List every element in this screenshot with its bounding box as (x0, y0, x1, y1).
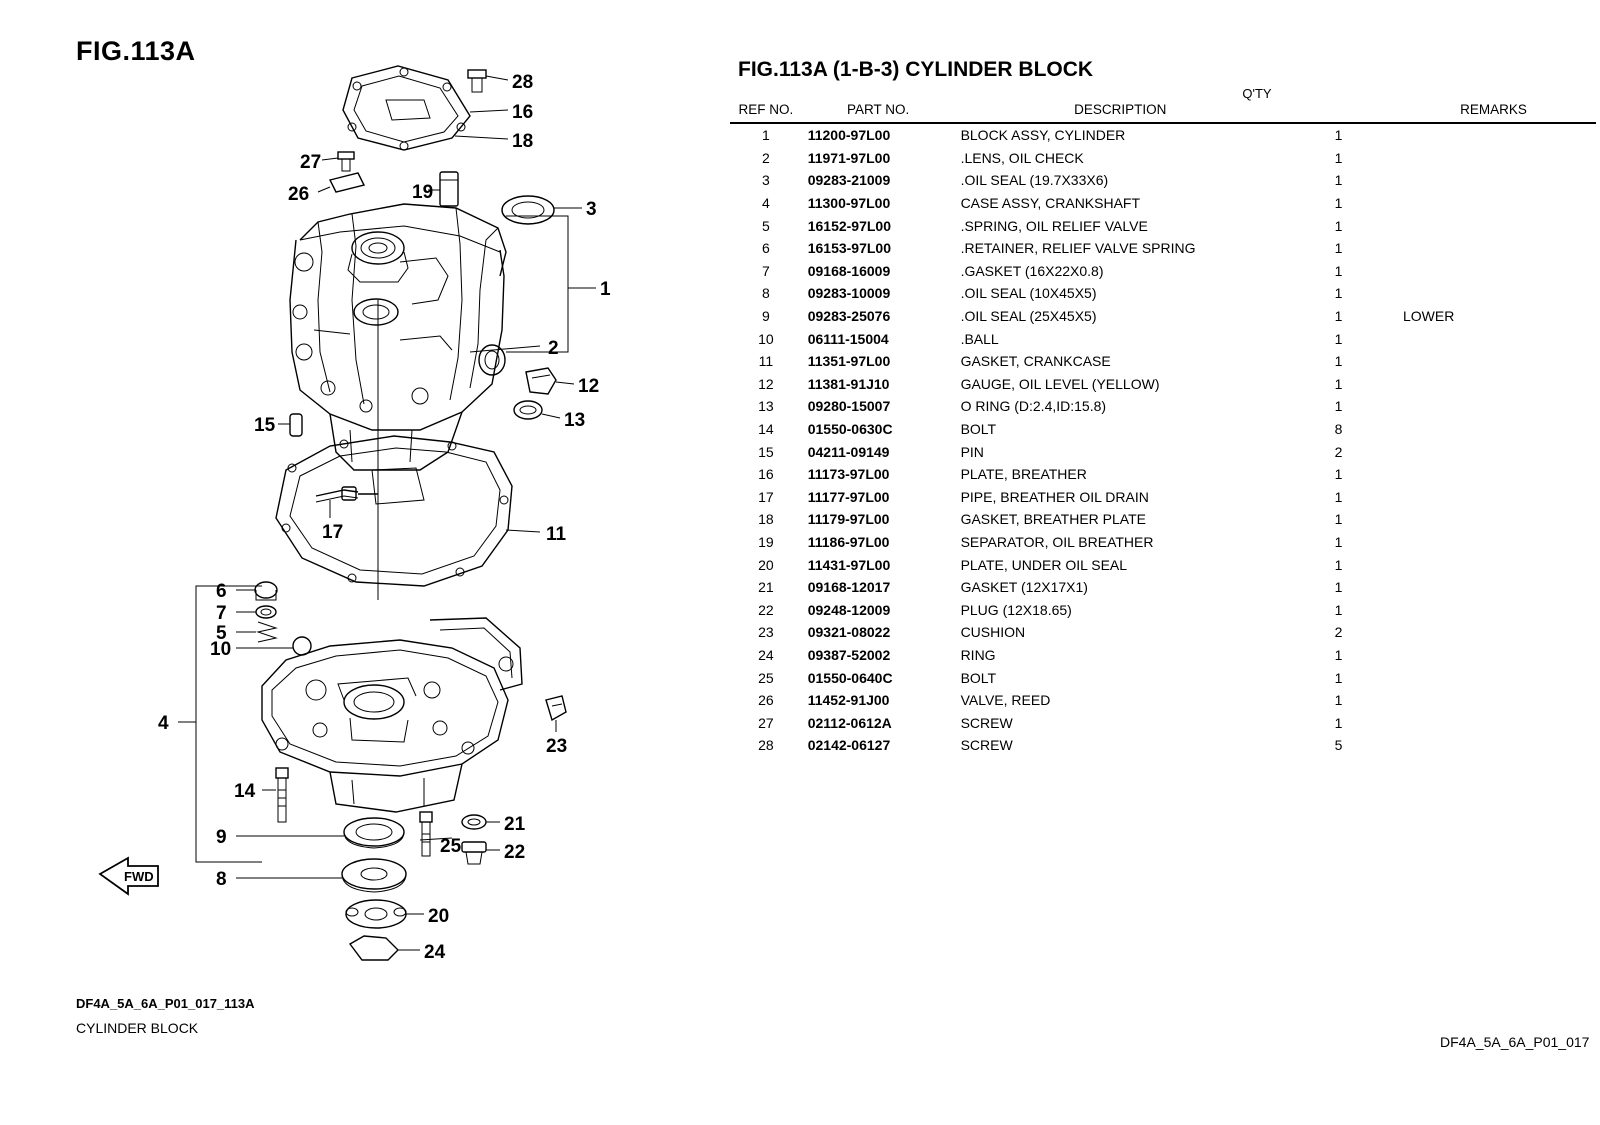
callout-27: 27 (300, 152, 322, 173)
cell-qty: 1 (1334, 398, 1343, 415)
cell-remarks (1391, 689, 1596, 712)
callout-17: 17 (322, 522, 344, 543)
cell-qty: 1 (1334, 262, 1343, 279)
cell-description: .BALL (960, 330, 999, 347)
cell-remarks (1391, 598, 1596, 621)
cell-description: .RETAINER, RELIEF VALVE SPRING (960, 240, 1196, 257)
cell-remarks (1391, 350, 1596, 373)
cell-qty: 1 (1334, 172, 1343, 189)
cell-remarks (1391, 734, 1596, 757)
cell-remarks (1391, 486, 1596, 509)
part-oil-seal-3 (502, 196, 554, 224)
cell-qty: 1 (1334, 714, 1343, 731)
part-plug-22 (462, 842, 486, 864)
part-reed-valve-26 (330, 173, 364, 192)
cell-part-no: 11431-97L00 (807, 556, 891, 573)
callout-24: 24 (424, 942, 446, 963)
cell-part-no: 02112-0612A (807, 714, 892, 731)
callout-3: 3 (586, 199, 597, 220)
cell-description: .GASKET (16X22X0.8) (960, 262, 1104, 279)
table-row (730, 282, 1596, 305)
cell-ref-no: 23 (758, 624, 774, 641)
cell-ref-no: 18 (758, 511, 774, 528)
cell-ref-no: 7 (761, 262, 770, 279)
cell-ref-no: 16 (758, 466, 774, 483)
cell-ref-no: 11 (758, 353, 774, 370)
table-row (730, 666, 1596, 689)
cell-description: .LENS, OIL CHECK (960, 149, 1084, 166)
cell-description: SCREW (960, 737, 1013, 754)
callout-23: 23 (546, 736, 568, 757)
table-row (730, 644, 1596, 667)
cell-remarks (1391, 282, 1596, 305)
cell-qty: 1 (1334, 149, 1343, 166)
figure-title: FIG.113A (76, 36, 196, 66)
cell-description: BOLT (960, 669, 997, 686)
callout-1: 1 (600, 279, 611, 300)
cell-qty: 1 (1334, 533, 1343, 550)
cell-remarks (1391, 553, 1596, 576)
cell-ref-no: 1 (761, 127, 770, 144)
cell-part-no: 04211-09149 (807, 443, 890, 460)
callout-20: 20 (428, 906, 450, 927)
cell-qty: 1 (1334, 308, 1343, 325)
cell-part-no: 09321-08022 (807, 624, 891, 641)
cell-part-no: 11173-97L00 (807, 466, 890, 483)
cell-qty: 5 (1334, 737, 1343, 754)
cell-remarks (1391, 214, 1596, 237)
callout-14: 14 (234, 781, 256, 802)
cell-remarks (1391, 123, 1596, 147)
cell-part-no: 11381-91J10 (807, 375, 890, 392)
cell-ref-no: 17 (758, 488, 774, 505)
cell-part-no: 11179-97L00 (807, 511, 890, 528)
cell-part-no: 11971-97L00 (807, 149, 891, 166)
cell-part-no: 09248-12009 (807, 601, 891, 618)
part-pin-15 (290, 414, 302, 436)
table-row (730, 305, 1596, 328)
cell-ref-no: 21 (758, 579, 774, 596)
table-row (730, 689, 1596, 712)
table-row (730, 621, 1596, 644)
cell-part-no: 11452-91J00 (807, 692, 890, 709)
cell-remarks (1391, 237, 1596, 260)
page-footer-code: DF4A_5A_6A_P01_017 (1440, 1034, 1590, 1050)
table-row (730, 576, 1596, 599)
callout-21: 21 (504, 814, 526, 835)
table-title: FIG.113A (1-B-3) CYLINDER BLOCK (738, 58, 1094, 81)
table-row (730, 734, 1596, 757)
cell-qty: 1 (1334, 330, 1343, 347)
callout-15: 15 (254, 415, 276, 436)
header-part-no: PART NO. (847, 102, 910, 117)
cell-ref-no: 25 (758, 669, 774, 686)
callout-8: 8 (216, 869, 227, 890)
cell-remarks (1391, 192, 1596, 215)
callout-4: 4 (158, 713, 169, 734)
callout-19: 19 (412, 182, 434, 203)
table-row (730, 192, 1596, 215)
part-bolt-14 (276, 768, 288, 822)
cell-ref-no: 22 (758, 601, 774, 618)
table-row (730, 237, 1596, 260)
cell-part-no: 09283-10009 (807, 285, 891, 302)
table-row (730, 123, 1596, 147)
cell-ref-no: 4 (761, 195, 770, 212)
cell-remarks (1391, 463, 1596, 486)
callout-28: 28 (512, 72, 534, 93)
cell-description: GASKET, CRANKCASE (960, 353, 1111, 370)
cell-description: VALVE, REED (960, 692, 1051, 709)
cell-part-no: 11300-97L00 (807, 195, 891, 212)
part-cylinder-block-1 (290, 204, 506, 470)
cell-description: .OIL SEAL (10X45X5) (960, 285, 1097, 302)
cell-ref-no: 14 (758, 421, 774, 438)
cell-part-no: 11200-97L00 (807, 127, 891, 144)
part-breather-plate-group (343, 66, 470, 150)
cell-qty: 1 (1334, 285, 1343, 302)
cell-qty: 1 (1334, 353, 1343, 370)
cell-ref-no: 27 (758, 714, 774, 731)
cell-remarks (1391, 711, 1596, 734)
cell-remarks (1391, 666, 1596, 689)
cell-ref-no: 5 (761, 217, 770, 234)
cell-ref-no: 15 (758, 443, 774, 460)
cell-description: PLATE, UNDER OIL SEAL (960, 556, 1128, 573)
cell-description: SEPARATOR, OIL BREATHER (960, 533, 1154, 550)
table-row (730, 214, 1596, 237)
cell-part-no: 09283-25076 (807, 308, 891, 325)
table-row (730, 486, 1596, 509)
cell-part-no: 09168-12017 (807, 579, 891, 596)
part-gasket-21 (462, 815, 486, 829)
cell-ref-no: 24 (758, 646, 774, 663)
cell-qty: 1 (1334, 488, 1343, 505)
cell-ref-no: 26 (758, 692, 774, 709)
part-gasket-7 (256, 606, 276, 618)
cell-ref-no: 6 (761, 240, 770, 257)
cell-ref-no: 13 (758, 398, 774, 415)
callout-7: 7 (216, 603, 227, 624)
callout-26: 26 (288, 184, 310, 205)
cell-remarks (1391, 418, 1596, 441)
cell-ref-no: 10 (758, 330, 774, 347)
cell-remarks (1391, 508, 1596, 531)
cell-ref-no: 3 (761, 172, 770, 189)
callout-6: 6 (216, 581, 227, 602)
callout-18: 18 (512, 131, 534, 152)
cell-ref-no: 20 (758, 556, 774, 573)
cell-part-no: 16153-97L00 (807, 240, 892, 257)
cell-qty: 1 (1334, 579, 1343, 596)
cell-part-no: 11177-97L00 (807, 488, 890, 505)
part-retainer-6 (255, 582, 277, 600)
cell-description: GASKET, BREATHER PLATE (960, 511, 1146, 528)
part-plate-20 (346, 900, 406, 928)
cell-qty: 1 (1334, 556, 1343, 573)
cell-description: PIN (960, 443, 984, 460)
exploded-diagram (0, 0, 730, 1125)
cell-ref-no: 9 (761, 308, 770, 325)
cell-part-no: 01550-0640C (807, 669, 893, 686)
table-row (730, 418, 1596, 441)
table-row (730, 508, 1596, 531)
header-remarks: REMARKS (1460, 102, 1527, 117)
callout-5: 5 (216, 623, 227, 644)
parts-table (730, 100, 1596, 757)
cell-description: CUSHION (960, 624, 1026, 641)
part-crankcase-4 (262, 618, 522, 812)
cell-description: .OIL SEAL (25X45X5) (960, 308, 1097, 325)
table-row (730, 260, 1596, 283)
part-oil-separator-19 (440, 172, 458, 206)
callout-13: 13 (564, 410, 586, 431)
cell-qty: 1 (1334, 692, 1343, 709)
figure-panel (0, 0, 730, 1125)
callout-12: 12 (578, 376, 600, 397)
header-qty (1286, 100, 1391, 123)
part-screw-27 (338, 152, 354, 171)
cell-ref-no: 19 (758, 533, 774, 550)
cell-qty: 1 (1334, 646, 1343, 663)
part-bolt-25 (420, 812, 432, 856)
cell-qty: 8 (1334, 421, 1343, 438)
table-row (730, 373, 1596, 396)
figure-footer-code: DF4A_5A_6A_P01_017_113A (76, 996, 255, 1011)
cell-part-no: 01550-0630C (807, 421, 893, 438)
table-row (730, 169, 1596, 192)
part-oil-seal-9 (344, 818, 404, 848)
callout-16: 16 (512, 102, 534, 123)
part-breather-pipe-17 (316, 487, 378, 502)
parts-table-panel (730, 0, 1600, 1125)
cell-remarks (1391, 576, 1596, 599)
cell-qty: 1 (1334, 217, 1343, 234)
cell-ref-no: 8 (761, 285, 770, 302)
cell-description: BLOCK ASSY, CYLINDER (960, 127, 1126, 144)
cell-qty: 1 (1334, 127, 1343, 144)
cell-description: PLUG (12X18.65) (960, 601, 1072, 618)
cell-remarks (1391, 373, 1596, 396)
part-screw-28 (468, 70, 486, 92)
table-row (730, 147, 1596, 170)
cell-remarks: LOWER (1403, 308, 1455, 325)
cell-qty: 1 (1334, 375, 1343, 392)
cell-ref-no: 12 (758, 375, 774, 392)
parts-table-body (730, 123, 1596, 757)
callout-2: 2 (548, 338, 559, 359)
cell-remarks (1391, 644, 1596, 667)
table-row (730, 327, 1596, 350)
cell-part-no: 09387-52002 (807, 646, 891, 663)
cell-part-no: 11186-97L00 (807, 533, 890, 550)
fwd-label: FWD (124, 869, 154, 884)
callout-25: 25 (440, 836, 462, 857)
cell-description: .OIL SEAL (19.7X33X6) (960, 172, 1109, 189)
cell-remarks (1391, 169, 1596, 192)
cell-description: .SPRING, OIL RELIEF VALVE (960, 217, 1148, 234)
cell-qty: 1 (1334, 195, 1343, 212)
cell-remarks (1391, 260, 1596, 283)
part-spring-5 (258, 622, 276, 642)
cell-remarks (1391, 621, 1596, 644)
header-description: DESCRIPTION (1074, 102, 1167, 117)
table-row (730, 531, 1596, 554)
part-ring-24 (350, 936, 398, 960)
cell-description: CASE ASSY, CRANKSHAFT (960, 195, 1141, 212)
part-crankcase-gasket-11 (276, 436, 512, 586)
callout-22: 22 (504, 842, 526, 863)
table-row (730, 350, 1596, 373)
callout-11: 11 (546, 524, 567, 545)
cell-description: O RING (D:2.4,ID:15.8) (960, 398, 1107, 415)
cell-part-no: 09280-15007 (807, 398, 891, 415)
part-o-ring-13 (514, 401, 542, 419)
callout-10: 10 (210, 639, 232, 660)
cell-qty: 1 (1334, 601, 1343, 618)
cell-remarks (1391, 327, 1596, 350)
table-row (730, 395, 1596, 418)
cell-part-no: 09168-16009 (807, 262, 891, 279)
cell-ref-no: 28 (758, 737, 774, 754)
cell-part-no: 11351-97L00 (807, 353, 891, 370)
table-header-row (730, 100, 1596, 123)
cell-description: GAUGE, OIL LEVEL (YELLOW) (960, 375, 1160, 392)
cell-qty: 1 (1334, 511, 1343, 528)
cell-description: GASKET (12X17X1) (960, 579, 1088, 596)
callout-9: 9 (216, 827, 227, 848)
part-oil-gauge-12 (526, 368, 556, 394)
cell-qty: 1 (1334, 466, 1343, 483)
cell-description: BOLT (960, 421, 997, 438)
table-row (730, 711, 1596, 734)
cell-qty: 2 (1334, 624, 1343, 641)
cell-remarks (1391, 440, 1596, 463)
cell-description: RING (960, 646, 996, 663)
table-row (730, 463, 1596, 486)
table-row (730, 440, 1596, 463)
cell-description: PLATE, BREATHER (960, 466, 1087, 483)
cell-description: PIPE, BREATHER OIL DRAIN (960, 488, 1149, 505)
cell-qty: 1 (1334, 669, 1343, 686)
cell-part-no: 16152-97L00 (807, 217, 892, 234)
cell-remarks (1391, 147, 1596, 170)
part-cushion-23 (546, 696, 566, 720)
part-oil-seal-8 (342, 859, 406, 892)
table-row (730, 598, 1596, 621)
table-row (730, 553, 1596, 576)
qty-group-label: Q'TY (1242, 86, 1272, 101)
cell-part-no: 06111-15004 (807, 330, 889, 347)
cell-description: SCREW (960, 714, 1013, 731)
cell-remarks (1391, 531, 1596, 554)
header-ref-no: REF NO. (738, 102, 794, 117)
cell-remarks (1391, 395, 1596, 418)
figure-footer-name: CYLINDER BLOCK (76, 1020, 199, 1036)
cell-part-no: 09283-21009 (807, 172, 891, 189)
cell-qty: 2 (1334, 443, 1343, 460)
cell-qty: 1 (1334, 240, 1343, 257)
cell-ref-no: 2 (761, 149, 770, 166)
cell-part-no: 02142-06127 (807, 737, 891, 754)
